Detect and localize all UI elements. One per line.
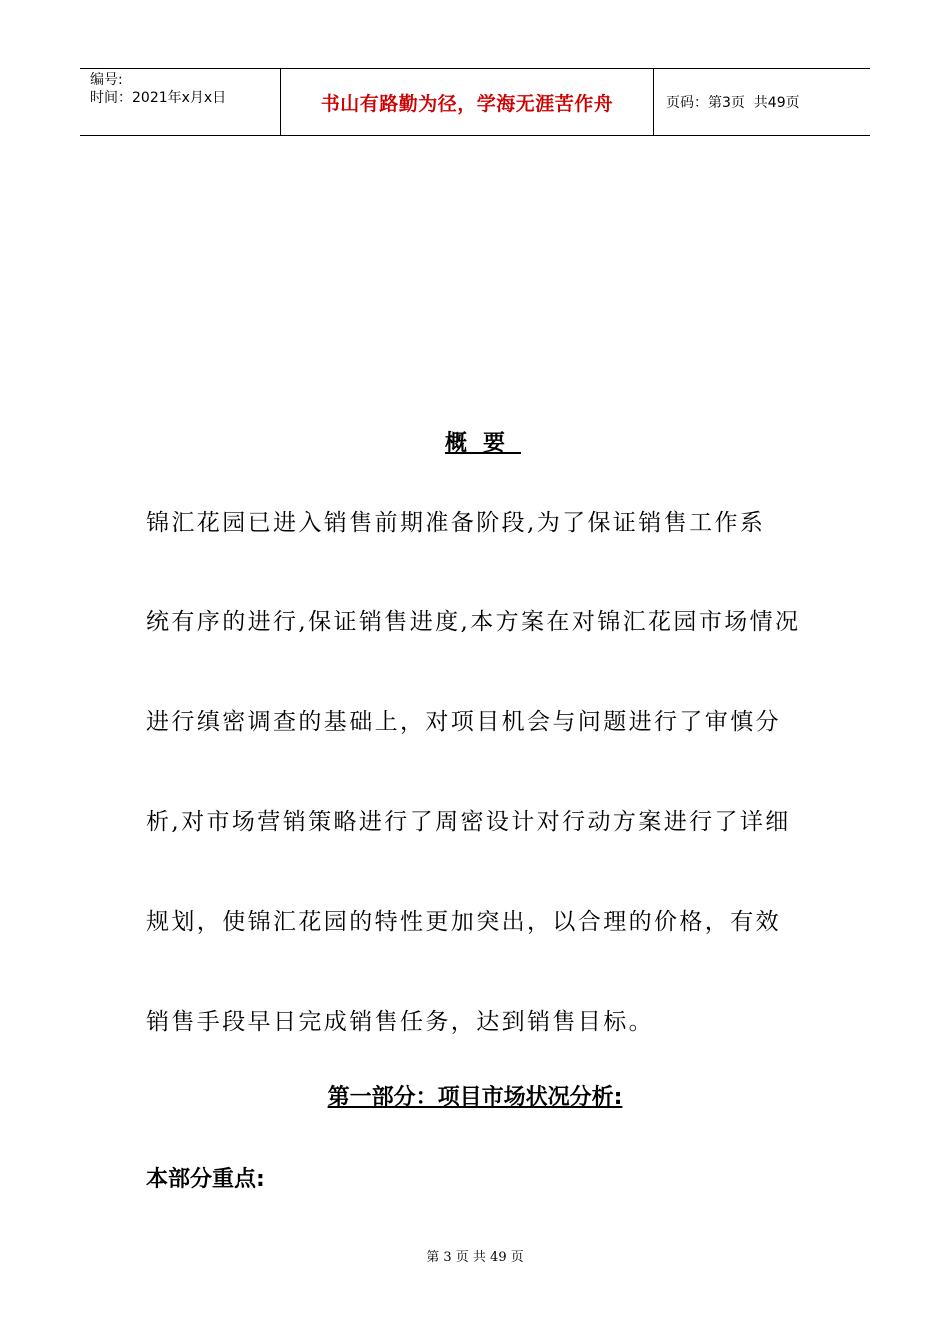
header-page-label: 页码：第3页 共49页 [666, 95, 800, 111]
section-subheading: 本部分重点: [146, 1167, 265, 1192]
header-motto: 书山有路勤为径，学海无涯苦作舟 [281, 69, 654, 135]
summary-line-6: 销售手段早日完成销售任务，达到销售目标。 [146, 1009, 654, 1035]
header-date-label: 时间：2021年x月x日 [90, 90, 227, 106]
page-footer: 第 3 页 共 49 页 [426, 1250, 524, 1265]
summary-line-5: 规划，使锦汇花园的特性更加突出，以合理的价格，有效 [146, 909, 781, 935]
header-page-info [654, 69, 870, 135]
header-meta [80, 69, 281, 135]
header-number-label: 编号: [90, 72, 123, 88]
section-title: 第一部分：项目市场状况分析: [327, 1085, 623, 1110]
summary-line-3: 进行缜密调查的基础上，对项目机会与问题进行了审慎分 [146, 709, 781, 735]
summary-title: 概要 [444, 431, 521, 456]
summary-line-4: 析,对市场营销策略进行了周密设计对行动方案进行了详细 [146, 809, 791, 835]
summary-line-1: 锦汇花园已进入销售前期准备阶段,为了保证销售工作系 [146, 510, 766, 536]
summary-line-2: 统有序的进行,保证销售进度,本方案在对锦汇花园市场情况 [146, 609, 801, 635]
document-header [80, 68, 870, 136]
